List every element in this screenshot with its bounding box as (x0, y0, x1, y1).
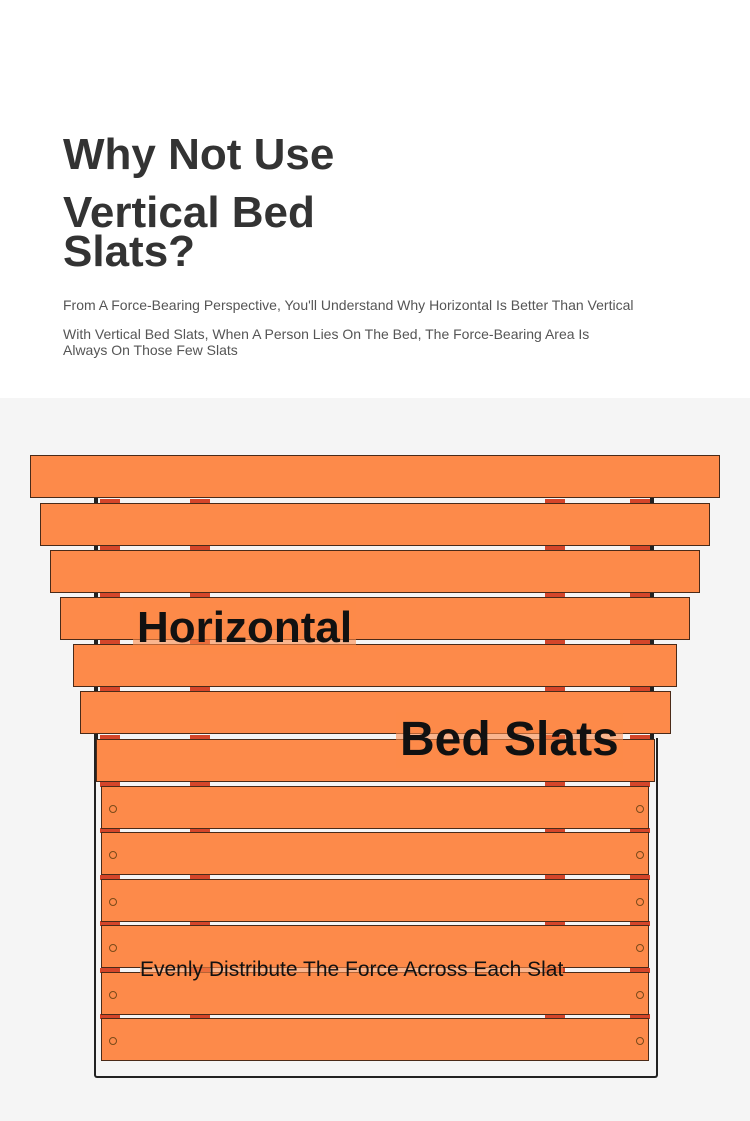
bed-slats-illustration (0, 398, 750, 1121)
description-line-1: With Vertical Bed Slats, When A Person Lies On The Bed, The Force-Bearing Area Is (63, 326, 590, 342)
screw-icon (109, 944, 117, 952)
label-bed-slats: Bed Slats (396, 712, 623, 768)
screw-icon (636, 898, 644, 906)
page-title-line-1: Why Not Use (63, 130, 335, 179)
screw-icon (109, 805, 117, 813)
description-line-2: Always On Those Few Slats (63, 342, 238, 358)
caption-even-force: Evenly Distribute The Force Across Each Slat (140, 958, 564, 981)
page-title-line-2: Vertical Bed (63, 188, 315, 237)
screw-icon (636, 1037, 644, 1045)
screw-icon (636, 805, 644, 813)
screw-icon (636, 851, 644, 859)
screw-icon (109, 851, 117, 859)
label-horizontal: Horizontal (133, 602, 356, 654)
screw-icon (636, 991, 644, 999)
bed-slat (40, 503, 710, 546)
bed-slat (101, 879, 649, 922)
screw-icon (109, 898, 117, 906)
bed-slat (101, 832, 649, 875)
bed-slat (101, 1018, 649, 1061)
bed-slat (30, 455, 720, 498)
bed-slat (101, 786, 649, 829)
page-title-line-3: Slats? (63, 227, 196, 276)
screw-icon (109, 1037, 117, 1045)
screw-icon (636, 944, 644, 952)
bed-slat (50, 550, 700, 593)
screw-icon (109, 991, 117, 999)
subtitle: From A Force-Bearing Perspective, You'll Understand Why Horizontal Is Better Than Vertical (63, 297, 634, 313)
header-section (0, 0, 750, 398)
